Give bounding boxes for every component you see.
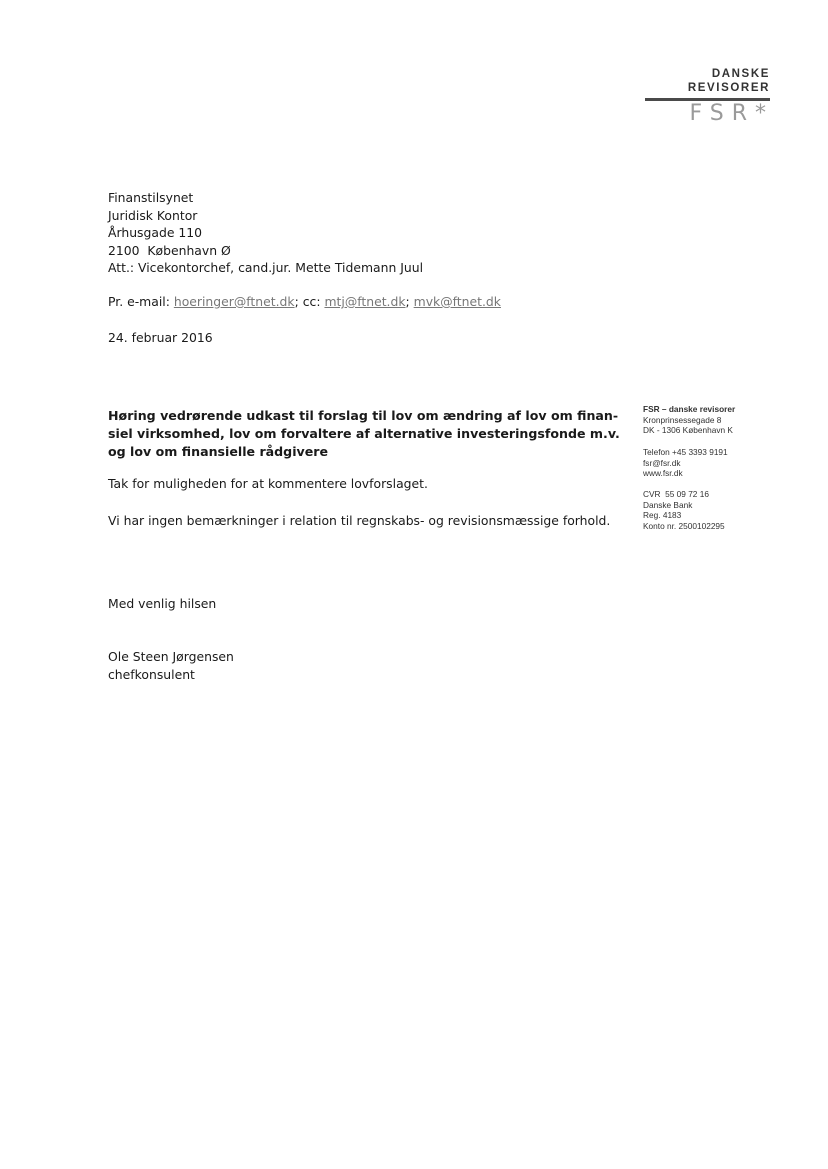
sidebar-web: www.fsr.dk	[643, 468, 683, 479]
sidebar-account: Konto nr. 2500102295	[643, 520, 725, 531]
sidebar-email: fsr@fsr.dk	[643, 457, 681, 468]
body-paragraph-1: Tak for muligheden for at kommentere lovforslaget.	[108, 476, 428, 491]
recipient-org: Finanstilsynet	[108, 190, 194, 205]
sidebar-address	[643, 404, 735, 436]
email-prefix: Pr. e-mail:	[108, 294, 174, 309]
email-separator-cc: ; cc:	[294, 294, 325, 309]
sidebar-cvr: CVR 55 09 72 16	[643, 489, 709, 499]
sidebar-reg: Reg. 4183	[643, 510, 682, 521]
signer-name: Ole Steen Jørgensen	[108, 649, 234, 664]
email-link-mtj[interactable]: mtj@ftnet.dk	[324, 294, 406, 309]
email-separator: ;	[405, 294, 414, 309]
subject-line-2: siel virksomhed, lov om forvaltere af alternative investeringsfonde m.v.	[108, 426, 620, 441]
logo-mark: FSR*	[689, 101, 774, 126]
sidebar-phone: Telefon +45 3393 9191	[643, 447, 728, 457]
recipient-street: Århusgade 110	[108, 225, 203, 241]
sidebar-bank	[643, 489, 725, 531]
sidebar-city: DK - 1306 København K	[643, 425, 733, 436]
sidebar-org: FSR – danske revisorer	[643, 404, 736, 414]
subject-line-3: og lov om finansielle rådgivere	[108, 444, 329, 459]
email-line	[108, 294, 501, 309]
signer-title: chefkonsulent	[108, 666, 195, 682]
body-paragraph-2: Vi har ingen bemærkninger i relation til regnskabs- og revisionsmæssige forhold.	[108, 513, 611, 528]
recipient-address	[108, 189, 423, 277]
letter-date: 24. februar 2016	[108, 330, 213, 345]
closing-greeting: Med venlig hilsen	[108, 596, 217, 611]
email-link-mvk[interactable]: mvk@ftnet.dk	[413, 294, 501, 309]
recipient-att: Att.: Vicekontorchef, cand.jur. Mette Tidemann Juul	[108, 260, 424, 276]
company-logo	[640, 66, 776, 130]
logo-line-2: REVISORER	[687, 82, 770, 94]
signature-block	[108, 648, 234, 683]
subject-line-1: Høring vedrørende udkast til forslag til lov om ændring af lov om finan-	[108, 408, 619, 423]
email-link-hoeringer[interactable]: hoeringer@ftnet.dk	[173, 294, 295, 309]
sidebar-street: Kronprinsessegade 8	[643, 414, 722, 425]
logo-line-1: DANSKE	[711, 68, 770, 80]
sidebar-bank-name: Danske Bank	[643, 499, 693, 510]
recipient-city: 2100 København Ø	[108, 242, 231, 258]
subject-heading	[108, 407, 620, 461]
sidebar-contact	[643, 447, 728, 479]
recipient-dept: Juridisk Kontor	[108, 207, 198, 223]
